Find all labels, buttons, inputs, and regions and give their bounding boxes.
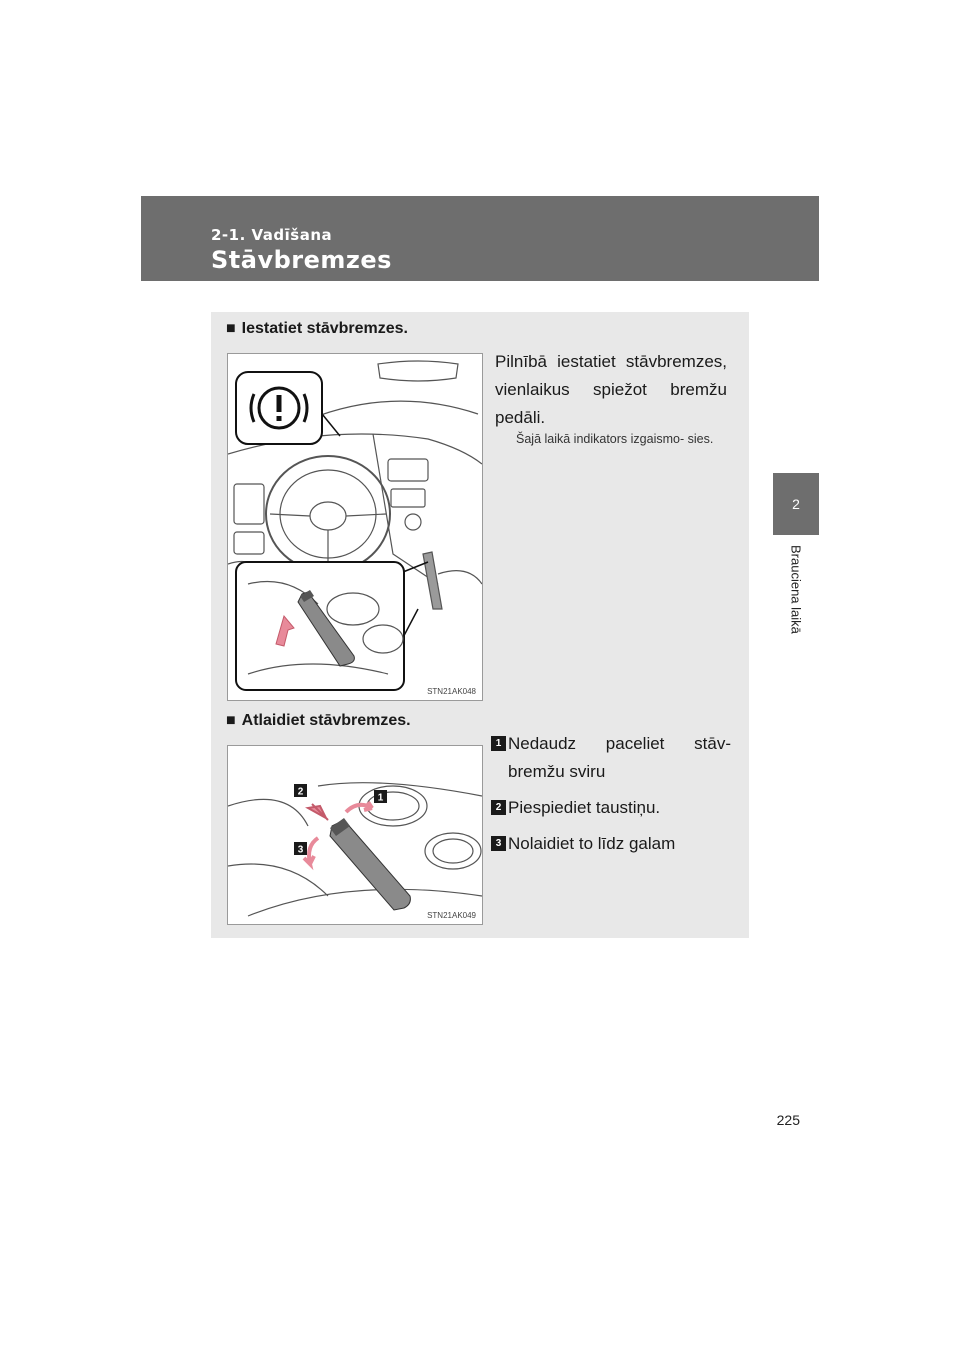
set-brake-heading-text: Iestatiet stāvbremzes. <box>241 320 408 337</box>
release-steps <box>491 730 731 866</box>
figure-code: STN21AK049 <box>427 911 476 920</box>
bullet-square-icon: ■ <box>226 320 236 337</box>
release-brake-heading-text: Atlaidiet stāvbremzes. <box>241 712 411 729</box>
lift-arrow-icon <box>346 802 372 812</box>
step-number-badge: 3 <box>491 836 506 851</box>
section-label: 2-1. Vadīšana <box>211 226 333 244</box>
header-band <box>141 196 819 281</box>
chapter-tab[interactable] <box>773 473 819 535</box>
figure-code: STN21AK048 <box>427 687 476 696</box>
step-number-badge: 1 <box>491 736 506 751</box>
step-item <box>491 730 731 786</box>
bullet-square-icon: ■ <box>226 712 236 729</box>
chapter-name <box>773 545 819 675</box>
step-text: Nolaidiet to līdz galam <box>508 834 676 853</box>
step-item <box>491 794 731 822</box>
step-item <box>491 830 731 858</box>
release-brake-figure <box>227 745 483 925</box>
set-brake-figure <box>227 353 483 701</box>
set-brake-instruction: Pilnībā iestatiet stāvbremzes, vienlaikus spiežot bremžu pedāli. <box>495 352 727 427</box>
content-box <box>211 312 749 938</box>
svg-text:2: 2 <box>297 786 304 798</box>
chapter-number: 2 <box>792 496 800 512</box>
chapter-name-label: Brauciena laikā <box>788 545 804 634</box>
step-number-badge: 2 <box>491 800 506 815</box>
svg-text:3: 3 <box>297 844 304 856</box>
push-arrow-icon <box>308 804 328 820</box>
set-brake-heading <box>226 320 408 338</box>
parking-brake-warning-icon <box>236 372 322 444</box>
set-brake-note: Šajā laikā indikators izgaismo- sies. <box>516 432 714 446</box>
step-text: Nedaudz paceliet stāv- bremžu sviru <box>508 734 731 781</box>
step-text: Piespiediet taustiņu. <box>508 798 661 817</box>
page-number: 225 <box>776 1112 800 1128</box>
svg-text:1: 1 <box>377 792 384 804</box>
lever-illustration <box>228 746 482 924</box>
page-title: Stāvbremzes <box>211 246 392 274</box>
release-brake-heading <box>226 712 411 730</box>
dashboard-illustration <box>228 354 482 700</box>
